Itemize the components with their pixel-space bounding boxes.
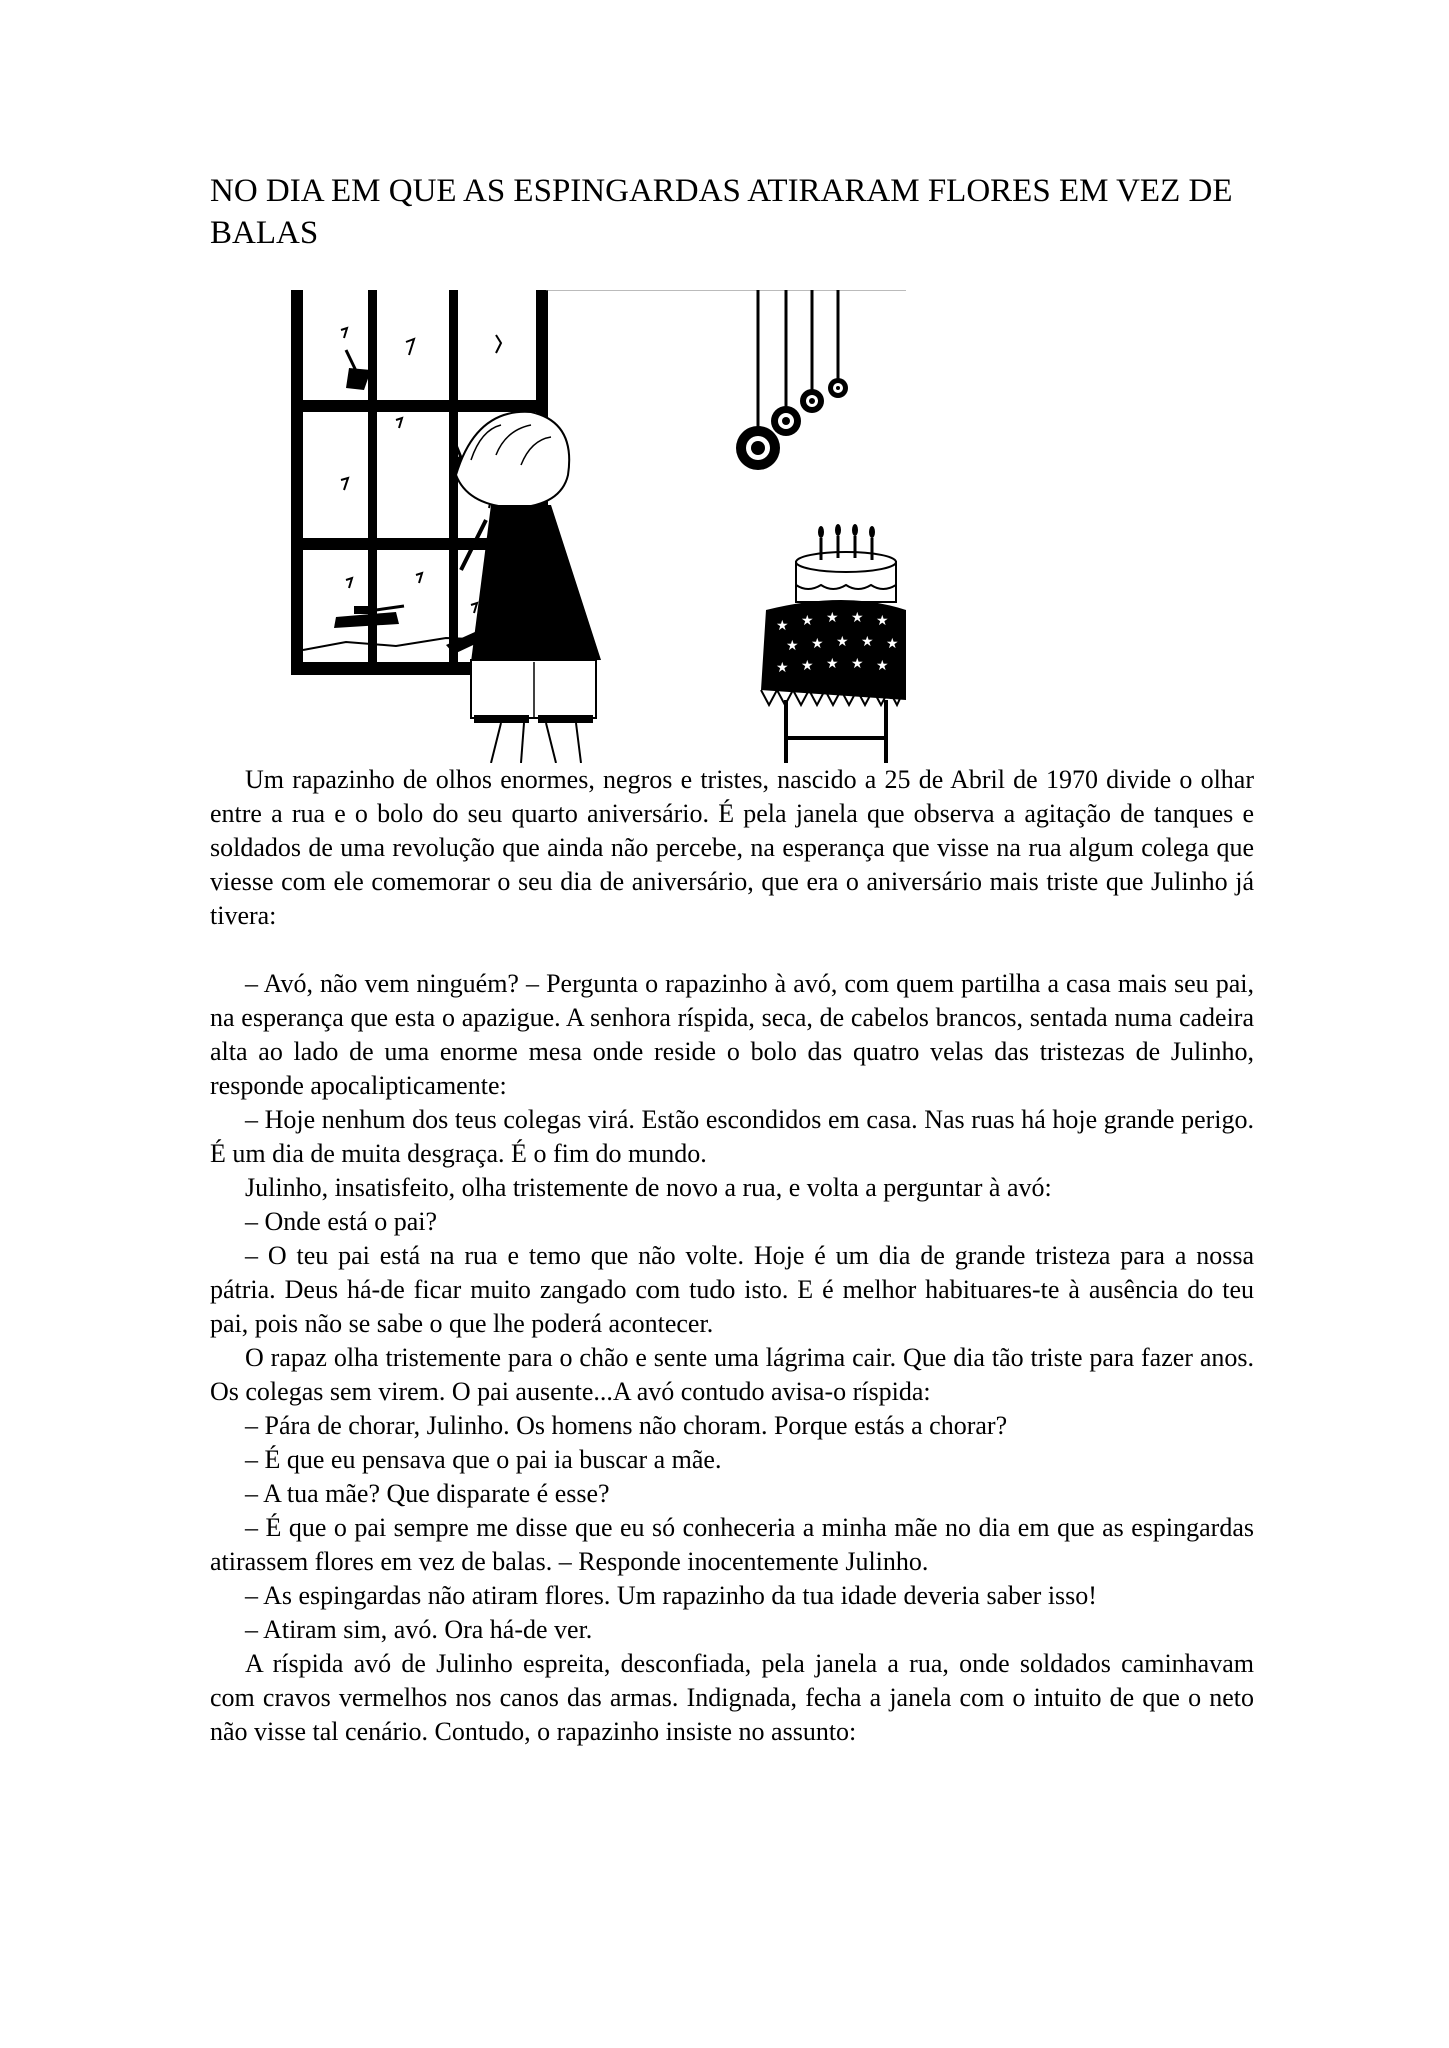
svg-text:★: ★ (786, 638, 799, 654)
svg-text:★: ★ (851, 610, 864, 626)
svg-text:★: ★ (826, 610, 839, 626)
paragraph-gap (210, 933, 1254, 967)
paragraph: – Atiram sim, avó. Ora há-de ver. (245, 1615, 593, 1644)
story-title: NO DIA EM QUE AS ESPINGARDAS ATIRARAM FLORES EM VEZ DE BALAS (210, 173, 1233, 251)
svg-text:★: ★ (776, 618, 789, 634)
paragraph: – A tua mãe? Que disparate é esse? (245, 1479, 610, 1508)
svg-text:★: ★ (801, 658, 814, 674)
boy-at-window-birthday-illustration (246, 290, 906, 763)
svg-text:★: ★ (836, 634, 849, 650)
paragraph: A ríspida avó de Julinho espreita, desconfiada, pela janela a rua, onde soldados caminhavam com cravos vermelhos nos canos das armas. Indignada, fecha a janela com o intuito de que o neto não visse tal cenário. Contudo, o rapazinho insiste no assunto: (210, 1649, 1254, 1746)
svg-text:★: ★ (861, 634, 874, 650)
paragraph: – Onde está o pai? (245, 1207, 438, 1236)
svg-text:★: ★ (801, 613, 814, 629)
paragraph: Julinho, insatisfeito, olha tristemente de novo a rua, e volta a perguntar à avó: (245, 1173, 1052, 1202)
svg-text:★: ★ (876, 658, 889, 674)
svg-text:★: ★ (826, 656, 839, 672)
paragraph: – É que eu pensava que o pai ia buscar a mãe. (245, 1445, 722, 1474)
svg-text:★: ★ (851, 656, 864, 672)
svg-text:★: ★ (776, 660, 789, 676)
paragraph: – Avó, não vem ninguém? – Pergunta o rapazinho à avó, com quem partilha a casa mais seu pai, na esperança que esta o apazigue. A senhora ríspida, seca, de cabelos brancos, sentada numa cadeira alta ao lado de uma enorme mesa onde reside o bolo das quatro velas das tristezas de Julinho, responde apocalipticamente: (210, 969, 1254, 1100)
svg-text:★: ★ (886, 636, 899, 652)
paragraph: – As espingardas não atiram flores. Um rapazinho da tua idade deveria saber isso! (245, 1581, 1097, 1610)
paragraph: – Hoje nenhum dos teus colegas virá. Estão escondidos em casa. Nas ruas há hoje grande perigo. É um dia de muita desgraça. É o fim do mundo. (210, 1105, 1254, 1168)
story-body (210, 763, 1254, 1749)
svg-text:★: ★ (876, 613, 889, 629)
paragraph: – O teu pai está na rua e temo que não volte. Hoje é um dia de grande tristeza para a nossa pátria. Deus há-de ficar muito zangado com tudo isto. E é melhor habituares-te à ausência do teu pai, pois não se sabe o que lhe poderá acontecer. (210, 1241, 1254, 1338)
paragraph: O rapaz olha tristemente para o chão e sente uma lágrima cair. Que dia tão triste para fazer anos. Os colegas sem virem. O pai ausente...A avó contudo avisa-o ríspida: (210, 1343, 1254, 1406)
paragraph: – Pára de chorar, Julinho. Os homens não choram. Porque estás a chorar? (245, 1411, 1008, 1440)
svg-text:★: ★ (811, 636, 824, 652)
paragraph: Um rapazinho de olhos enormes, negros e tristes, nascido a 25 de Abril de 1970 divide o olhar entre a rua e o bolo do seu quarto aniversário. É pela janela que observa a agitação de tanques e soldados de uma revolução que ainda não percebe, na esperança que visse na rua algum colega que viesse com ele comemorar o seu dia de aniversário, que era o aniversário mais triste que Julinho já tivera: (210, 765, 1254, 930)
paragraph: – É que o pai sempre me disse que eu só conheceria a minha mãe no dia em que as espingardas atirassem flores em vez de balas. – Responde inocentemente Julinho. (210, 1513, 1254, 1576)
